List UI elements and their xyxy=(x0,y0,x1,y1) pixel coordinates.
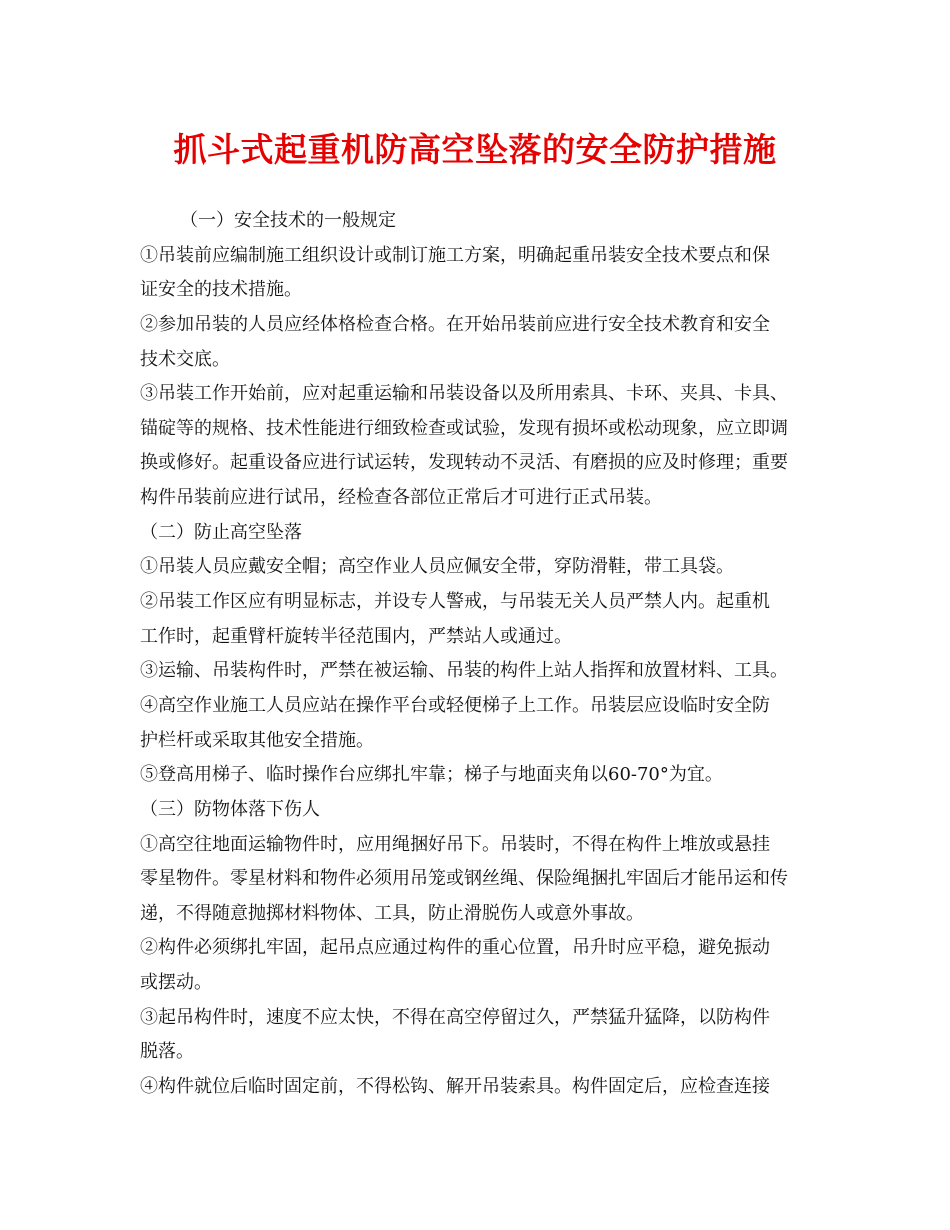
body-line: ①吊装前应编制施工组织设计或制订施工方案，明确起重吊装安全技术要点和保 xyxy=(140,244,770,266)
body-line: （三）防物体落下伤人 xyxy=(140,798,320,820)
document-body xyxy=(140,204,820,1105)
body-line: ⑤登高用梯子、临时操作台应绑扎牢靠；梯子与地面夹角以60-70°为宜。 xyxy=(140,764,723,786)
body-line: ②参加吊装的人员应经体格检查合格。在开始吊装前应进行安全技术教育和安全 xyxy=(140,313,770,335)
body-line: ②吊装工作区应有明显标志，并设专人警戒，与吊装无关人员严禁人内。起重机 xyxy=(140,591,770,613)
body-line: ①吊装人员应戴安全帽；高空作业人员应佩安全带，穿防滑鞋，带工具袋。 xyxy=(140,556,734,578)
body-line: ④高空作业施工人员应站在操作平台或轻便梯子上工作。吊装层应设临时安全防 xyxy=(140,694,770,716)
body-line: ②构件必须绑扎牢固，起吊点应通过构件的重心位置，吊升时应平稳，避免振动 xyxy=(140,937,770,959)
body-line: （二）防止高空坠落 xyxy=(140,521,302,543)
body-line: 或摆动。 xyxy=(140,972,212,994)
body-line: ③运输、吊装构件时，严禁在被运输、吊装的构件上站人指挥和放置材料、工具。 xyxy=(140,660,788,682)
body-line: 递，不得随意抛掷材料物体、工具，防止滑脱伤人或意外事故。 xyxy=(140,902,644,924)
section-heading: （一）安全技术的一般规定 xyxy=(180,210,396,231)
body-line: 技术交底。 xyxy=(140,348,230,370)
document-title: 抓斗式起重机防高空坠落的安全防护措施 xyxy=(173,130,777,169)
body-line: 脱落。 xyxy=(140,1041,194,1063)
body-line: ④构件就位后临时固定前，不得松钩、解开吊装索具。构件固定后，应检查连接 xyxy=(140,1076,770,1098)
body-line: 零星物件。零星材料和物件必须用吊笼或钢丝绳、保险绳捆扎牢固后才能吊运和传 xyxy=(140,868,788,890)
body-line: 锚碇等的规格、技术性能进行细致检查或试验，发现有损坏或松动现象，应立即调 xyxy=(140,417,788,439)
body-line: 换或修好。起重设备应进行试运转，发现转动不灵活、有磨损的应及时修理；重要 xyxy=(140,452,788,474)
body-line: 护栏杆或采取其他安全措施。 xyxy=(140,729,374,751)
body-line: ③起吊构件时，速度不应太快，不得在高空停留过久，严禁猛升猛降，以防构件 xyxy=(140,1006,770,1028)
body-line: 证安全的技术措施。 xyxy=(140,279,302,301)
body-line: ①高空往地面运输物件时，应用绳捆好吊下。吊装时，不得在构件上堆放或悬挂 xyxy=(140,833,770,855)
body-line: ③吊装工作开始前，应对起重运输和吊装设备以及所用索具、卡环、夹具、卡具、 xyxy=(140,383,788,405)
body-line: 构件吊装前应进行试吊，经检查各部位正常后才可进行正式吊装。 xyxy=(140,487,662,509)
body-line: 工作时，起重臂杆旋转半径范围内，严禁站人或通过。 xyxy=(140,625,572,647)
